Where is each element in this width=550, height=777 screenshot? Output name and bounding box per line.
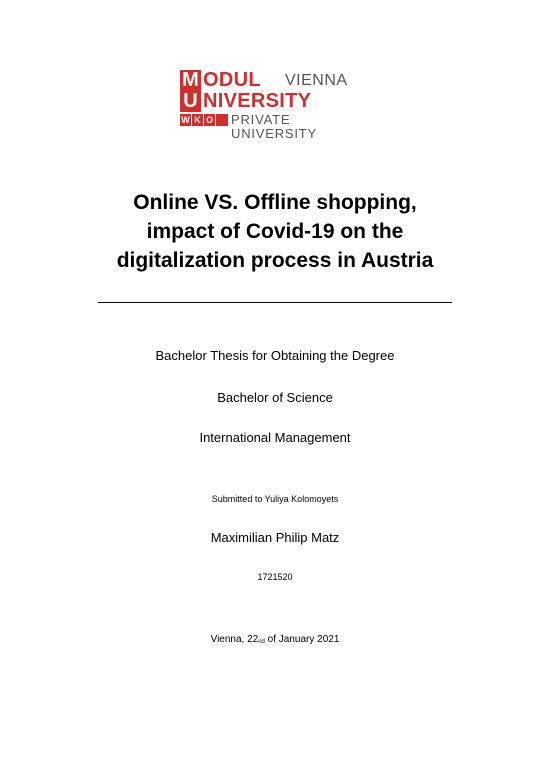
thesis-title xyxy=(0,188,550,275)
wko-small-mark xyxy=(216,114,228,126)
thesis-title-line-2: impact of Covid-19 on the xyxy=(146,220,404,243)
wko-letter-o: O xyxy=(205,115,213,125)
program-name: International Management xyxy=(199,430,351,445)
place-date xyxy=(0,633,550,648)
thesis-title-line-3: digitalization process in Austria xyxy=(116,249,434,272)
place-date-prefix: Vienna, 22 xyxy=(210,634,259,645)
student-id: 1721520 xyxy=(257,572,293,582)
degree-name: Bachelor of Science xyxy=(217,390,333,405)
logo-letter-m: M xyxy=(180,70,201,91)
thesis-title-line-1: Online VS. Offline shopping, xyxy=(133,191,417,214)
modul-university-logo xyxy=(180,69,370,141)
wko-letter-w: W xyxy=(181,115,190,125)
wko-badge xyxy=(180,114,229,126)
title-divider xyxy=(98,302,452,303)
logo-word-vienna: VIENNA xyxy=(285,72,348,89)
author-name: Maximilian Philip Matz xyxy=(210,530,340,545)
logo-letter-u: U xyxy=(180,91,201,112)
submitted-to: Submitted to Yuliya Kolomoyets xyxy=(211,494,339,504)
place-date-suffix: of January 2021 xyxy=(264,634,340,645)
degree-intro: Bachelor Thesis for Obtaining the Degree xyxy=(155,348,395,363)
logo-private-university: PRIVATE UNIVERSITY xyxy=(231,112,318,141)
wko-letter-k: K xyxy=(192,114,203,126)
logo-word-niversity: NIVERSITY xyxy=(203,90,312,112)
logo-word-odul: ODUL xyxy=(203,69,261,91)
place-date-ordinal: nd xyxy=(258,639,265,645)
